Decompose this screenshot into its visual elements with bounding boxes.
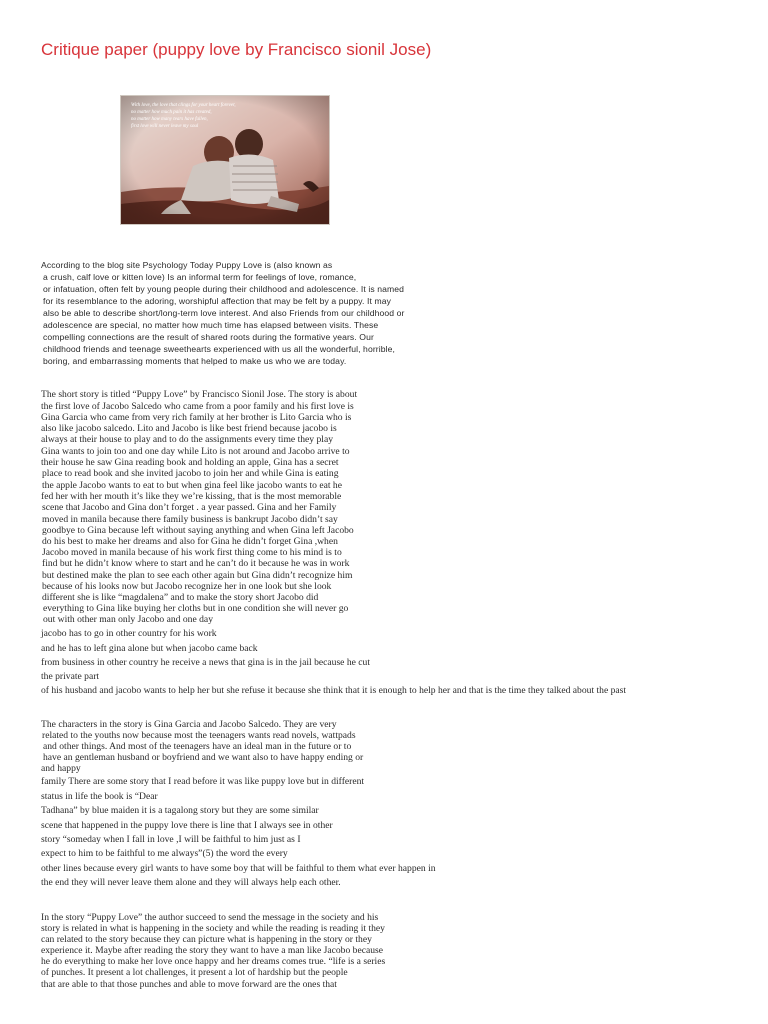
paragraph-3-line: related to the youths now because most the teenagers wants read novels, wattpads: [42, 730, 356, 741]
paragraph-1-line: boring, and embarrassing moments that helped to make us who we are today.: [43, 356, 347, 366]
paragraph-3-line: have an gentleman husband or boyfriend and we want also to have happy ending or: [43, 752, 364, 763]
paragraph-1-line: a crush, calf love or kitten love) Is an informal term for feelings of love, romance,: [43, 272, 357, 282]
paragraph-4-line: can related to the story because they can picture what is happening in the story or they: [41, 934, 372, 945]
paragraph-4-line: experience it. Maybe after reading the story they want to have a man like Jacobo because: [41, 945, 384, 956]
photo-caption-line-2: no matter how much pain it has created,: [131, 110, 212, 115]
paragraph-3-line: and happy: [41, 763, 81, 774]
photo-caption-line-4: first love will never leave my soul: [131, 124, 199, 129]
paragraph-2-line: scene that Jacobo and Gina don’t forget . a year passed. Gina and her Family: [42, 502, 337, 513]
paragraph-3-line: Tadhana” by blue maiden it is a tagalong story but they are some similar: [41, 805, 319, 816]
paragraph-2-line: but destined make the plan to see each other again but Gina didn’t recognize him: [42, 570, 353, 581]
paragraph-2-line: from business in other country he receive a news that gina is in the jail because he cut: [41, 657, 371, 668]
paragraph-1-line: for its resemblance to the adoring, worshipful affection that may be felt by a puppy. It may: [43, 296, 392, 306]
paragraph-2-line: also like jacobo salcedo. Lito and Jacobo is like best friend because jacobo is: [41, 423, 337, 434]
paragraph-4-line: In the story “Puppy Love” the author succeed to send the message in the society and his: [41, 912, 379, 923]
paragraph-3-line: expect to him to be faithful to me always”(5) the word the every: [41, 848, 288, 859]
paragraph-2-line: Jacobo moved in manila because of his work first thing come to his mind is to: [42, 547, 342, 558]
paragraph-2-line: do his best to make her dreams and also for Gina he didn’t forget Gina ,when: [42, 536, 338, 547]
paragraph-2-line: Gina wants to join too and one day while Lito is not around and Jacobo arrive to: [41, 446, 350, 457]
paragraph-3-line: other lines because every girl wants to have some boy that will be faithful to them what ever happen in: [41, 863, 436, 874]
paragraph-3-line: scene that happened in the puppy love there is line that I always see in other: [41, 820, 333, 831]
paragraph-3-line: status in life the book is “Dear: [41, 791, 158, 802]
paragraph-3-line: The characters in the story is Gina Garcia and Jacobo Salcedo. They are very: [41, 719, 337, 730]
paragraph-2-line: moved in manila because there family business is bankrupt Jacobo didn’t say: [42, 514, 338, 525]
paragraph-4-line: story is related in what is happening in the society and while the reading is reading it they: [41, 923, 385, 934]
cover-photo: [120, 95, 330, 225]
paragraph-1-line: adolescence are special, no matter how much time has elapsed between visits. These: [43, 320, 379, 330]
paragraph-2-line: everything to Gina like buying her cloths but in one condition she will never go: [43, 603, 349, 614]
paragraph-3-line: and other things. And most of the teenagers have an ideal man in the future or to: [43, 741, 352, 752]
paragraph-2-line: the private part: [41, 671, 100, 682]
paragraph-2-line: always at their house to play and to do the assignments every time they play: [41, 434, 334, 445]
paragraph-2-line: The short story is titled “Puppy Love” by Francisco Sionil Jose. The story is about: [41, 389, 358, 400]
paragraph-1-line: compelling connections are the result of shared roots during the formative years. Our: [43, 332, 374, 342]
paragraph-2-line: goodbye to Gina because left without saying anything and when Gina left Jacobo: [42, 525, 354, 536]
paragraph-3-line: the end they will never leave them alone and they will always help each other.: [41, 877, 341, 888]
paragraph-2-line: their house he saw Gina reading book and holding an apple, Gina has a secret: [41, 457, 339, 468]
paragraph-2-line: find but he didn’t know where to start and he can’t do it because he was in work: [42, 558, 350, 569]
document-title: Critique paper (puppy love by Francisco sionil Jose): [41, 40, 432, 59]
paragraph-4-line: he do everything to make her love once happy and her dreams comes true. “life is a series: [41, 956, 386, 967]
paragraph-1-line: childhood friends and teenage sweethearts experienced with us all the wonderful, horrible,: [43, 344, 396, 354]
paragraph-2-line: jacobo has to go in other country for his work: [41, 628, 217, 639]
paragraph-1-line: also be able to describe short/long-term love interest. And also Friends from our childhood or: [43, 308, 405, 318]
paragraph-2-line: out with other man only Jacobo and one day: [43, 614, 213, 625]
paragraph-1-line: or infatuation, often felt by young people during their childhood and adolescence. It is named: [43, 284, 405, 294]
paragraph-4-line: that are able to that those punches and able to move forward are the ones that: [41, 979, 337, 990]
paragraph-3-line: family There are some story that I read before it was like puppy love but in different: [41, 776, 365, 787]
paragraph-2-line: fed her with her mouth it’s like they we’re kissing, that is the most memorable: [41, 491, 342, 502]
paragraph-4-line: of punches. It present a lot challenges, it present a lot of hardship but the people: [41, 967, 348, 978]
paragraph-2-line: the apple Jacobo wants to eat to but when gina feel like jacobo wants to eat he: [42, 480, 342, 491]
paragraph-1-line: According to the blog site Psychology Today Puppy Love is (also known as: [41, 260, 333, 270]
photo-caption-line-3: no matter how many tears have fallen,: [131, 117, 208, 122]
paragraph-2-line: place to read book and she invited jacobo to join her and while Gina is eating: [42, 468, 339, 479]
paragraph-2-line: because of his looks now but Jacobo recognize her in one look but she look: [42, 581, 332, 592]
paragraph-2-line: and he has to left gina alone but when jacobo came back: [41, 643, 258, 654]
photo-caption-line-1: With love, the love that clings for your heart forever,: [131, 103, 236, 108]
paragraph-2-line: different she is like “magdalena” and to make the story short Jacobo did: [42, 592, 319, 603]
paragraph-2-line: Gina Garcia who came from very rich family at her brother is Lito Garcia who is: [41, 412, 352, 423]
photo-illustration: [121, 96, 329, 224]
paragraph-2-line: of his husband and jacobo wants to help her but she refuse it because she think that it is enough to help her and that is the time they talked about the past: [41, 685, 627, 696]
paragraph-2-line: the first love of Jacobo Salcedo who came from a poor family and his first love is: [41, 401, 354, 412]
paragraph-3-line: story “someday when I fall in love ,I will be faithful to him just as I: [41, 834, 301, 845]
